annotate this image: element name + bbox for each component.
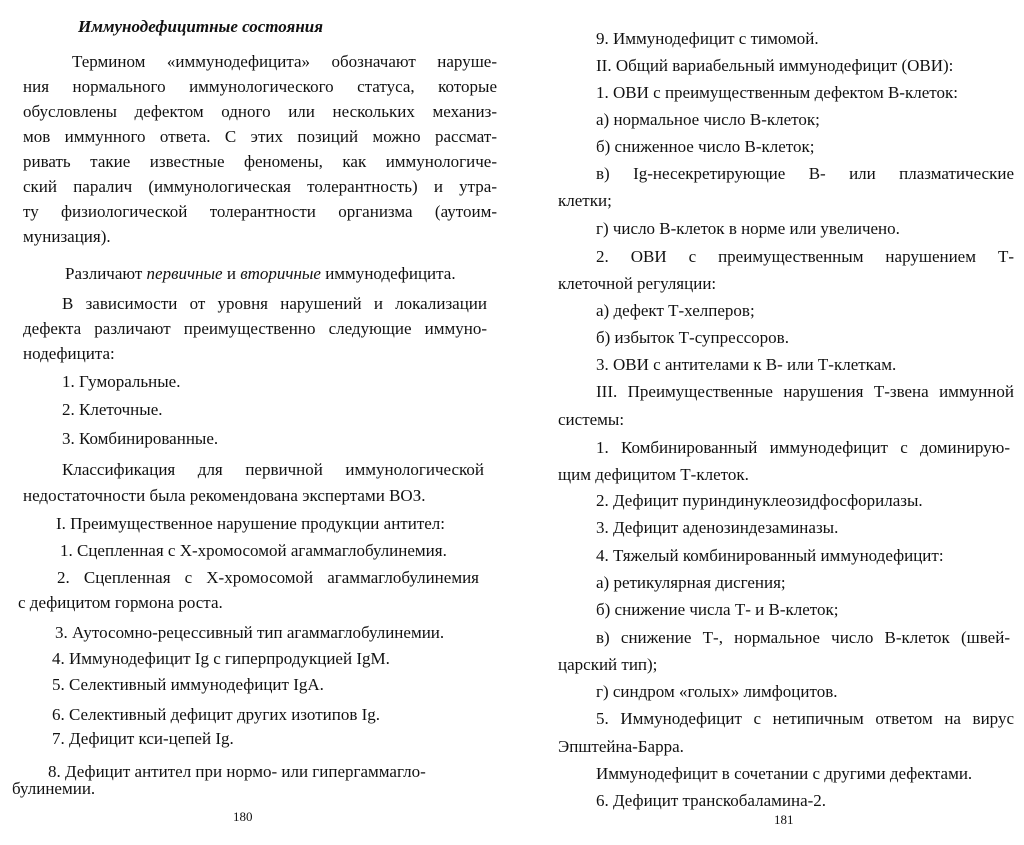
types-secondary: вторичные xyxy=(240,264,321,283)
text-line: недостаточности была рекомендована экспертами ВОЗ. xyxy=(23,486,426,505)
text-line: 2. ОВИ с преимущественным нарушением Т- xyxy=(596,247,1014,266)
text-line: мов иммунного ответа. С этих позиций можно рассмат- xyxy=(23,127,497,146)
section-heading: III. Преимущественные нарушения Т-звена иммунной xyxy=(596,382,1014,401)
types-and: и xyxy=(222,264,241,283)
list-item: 3. Аутосомно-рецессивный тип агаммаглобулинемии. xyxy=(55,623,445,642)
list-item: б) сниженное число В-клеток; xyxy=(596,137,815,156)
list-item: г) число В-клеток в норме или увеличено. xyxy=(596,219,900,238)
list-item: с дефицитом гормона роста. xyxy=(18,593,223,612)
page-number: 181 xyxy=(774,812,794,827)
text-line: 4. Тяжелый комбинированный иммунодефицит: xyxy=(596,546,944,565)
list-item: б) снижение числа Т- и В-клеток; xyxy=(596,600,839,619)
list-item: а) нормальное число В-клеток; xyxy=(596,110,820,129)
list-item: булинемии. xyxy=(12,779,96,798)
list-item: г) синдром «голых» лимфоцитов. xyxy=(596,682,838,701)
list-item: в) снижение Т-, нормальное число В-клеток (швей- xyxy=(596,628,1010,647)
types-suffix: иммунодефицита. xyxy=(320,264,456,283)
list-item: 5. Селективный иммунодефицит IgA. xyxy=(52,675,324,694)
text-line: Иммунодефицит в сочетании с другими дефектами. xyxy=(596,764,973,783)
text-line: клеточной регуляции: xyxy=(558,274,717,293)
text-line: 1. ОВИ с преимущественным дефектом В-клеток: xyxy=(596,83,958,102)
list-item: 1. Гуморальные. xyxy=(62,372,181,391)
list-item: 2. Клеточные. xyxy=(62,400,163,419)
text-line: 5. Иммунодефицит с нетипичным ответом на вирус xyxy=(596,709,1014,728)
list-item: 1. Сцепленная с Х-хромосомой агаммаглобулинемия. xyxy=(60,541,447,560)
text-line: дефекта различают преимущественно следующие иммуно- xyxy=(23,319,487,338)
text-line: Термином «иммунодефицита» обозначают наруше- xyxy=(72,52,497,71)
list-item: 3. Комбинированные. xyxy=(62,429,219,448)
text-line: обусловлены дефектом одного или нескольких механиз- xyxy=(23,102,497,121)
types-line xyxy=(65,263,456,284)
list-item: а) дефект Т-хелперов; xyxy=(596,301,755,320)
list-item: а) ретикулярная дисгения; xyxy=(596,573,786,592)
list-item: 6. Селективный дефицит других изотипов Ig. xyxy=(52,705,381,724)
list-item: 8. Дефицит антител при нормо- или гипергаммагло- xyxy=(48,762,426,781)
list-item: в) Ig-несекретирующие В- или плазматические xyxy=(596,164,1014,183)
text-line: ский паралич (иммунологическая толерантность) и утра- xyxy=(23,177,497,196)
text-line: ту физиологической толерантности организма (аутоим- xyxy=(23,202,497,221)
text-line: Эпштейна-Барра. xyxy=(558,737,684,756)
text-line: мунизация). xyxy=(23,227,111,246)
text-line: В зависимости от уровня нарушений и локализации xyxy=(62,294,487,313)
list-item: 7. Дефицит кси-цепей Ig. xyxy=(52,729,234,748)
text-line: нодефицита: xyxy=(23,344,115,363)
text-line: царский тип); xyxy=(558,655,658,674)
page-heading: Иммунодефицитные состояния xyxy=(78,17,323,36)
list-item: б) избыток Т-супрессоров. xyxy=(596,328,789,347)
page-number: 180 xyxy=(233,809,253,824)
text-line: щим дефицитом Т-клеток. xyxy=(558,465,749,484)
list-item: 4. Иммунодефицит Ig с гиперпродукцией IgM. xyxy=(52,649,390,668)
list-item: 2. Сцепленная с Х-хромосомой агаммаглобулинемия xyxy=(57,568,479,587)
section-heading: I. Преимущественное нарушение продукции антител: xyxy=(56,514,445,533)
types-prefix: Различают xyxy=(65,264,147,283)
text-line: 9. Иммунодефицит с тимомой. xyxy=(596,29,819,48)
text-line: клетки; xyxy=(558,191,612,210)
text-line: ния нормального иммунологического статуса, которые xyxy=(23,77,497,96)
text-line: ривать такие известные феномены, как иммунологиче- xyxy=(23,152,497,171)
text-line: 3. ОВИ с антителами к В- или Т-клеткам. xyxy=(596,355,897,374)
text-line: Классификация для первичной иммунологической xyxy=(62,460,484,479)
text-line: 1. Комбинированный иммунодефицит с доминирую- xyxy=(596,438,1010,457)
text-line: системы: xyxy=(558,410,625,429)
text-line: 6. Дефицит транскобаламина-2. xyxy=(596,791,827,810)
right-page xyxy=(512,0,1024,845)
text-line: 3. Дефицит аденозиндезаминазы. xyxy=(596,518,839,537)
section-heading: II. Общий вариабельный иммунодефицит (ОВИ): xyxy=(596,56,954,75)
text-line: 2. Дефицит пуриндинуклеозидфосфорилазы. xyxy=(596,491,923,510)
types-primary: первичные xyxy=(146,264,223,283)
